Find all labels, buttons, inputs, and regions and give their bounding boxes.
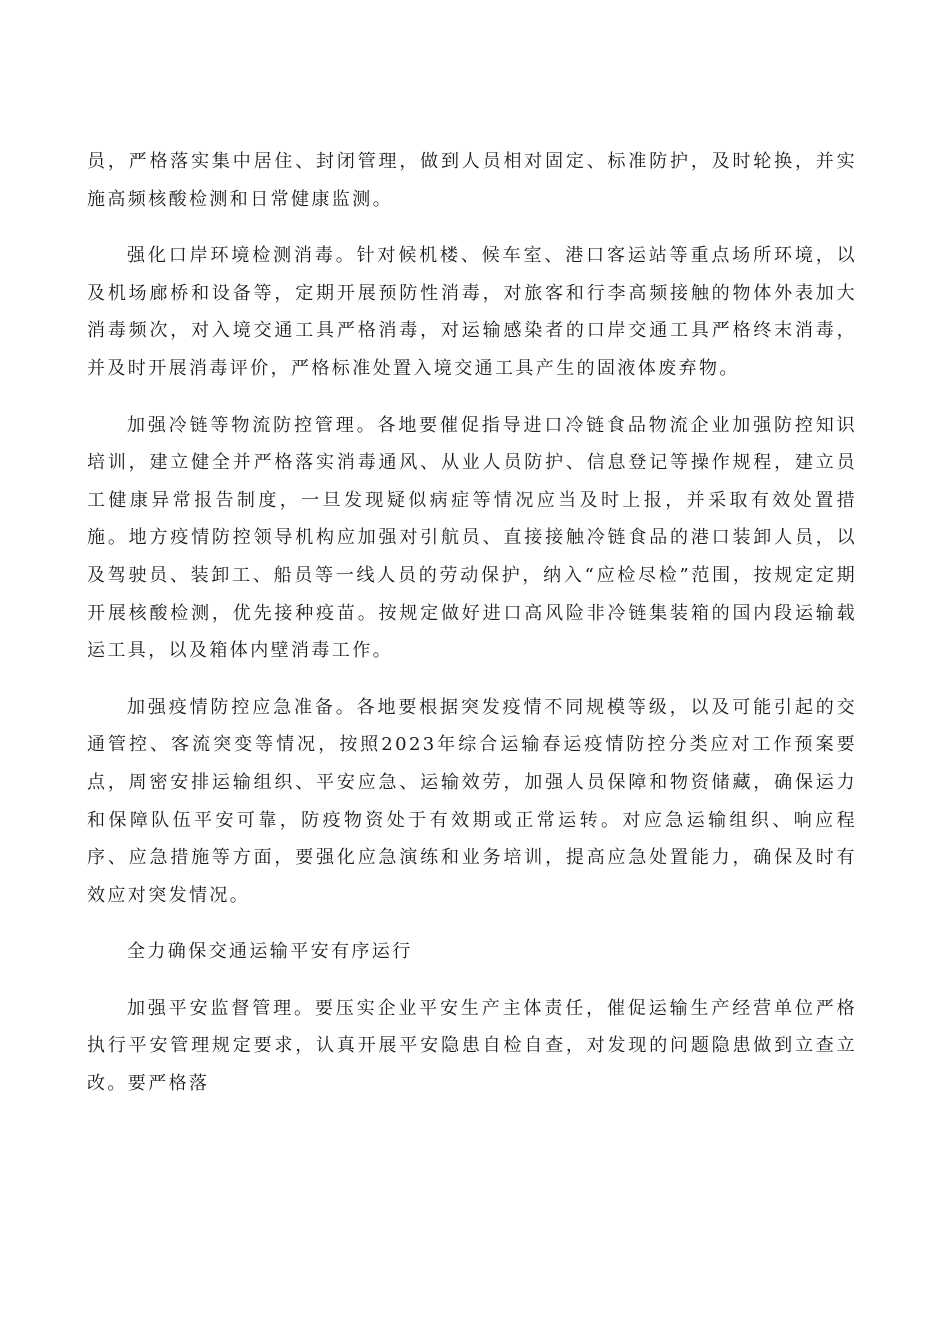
- paragraph-emergency-preparation: 加强疫情防控应急准备。各地要根据突发疫情不同规模等级，以及可能引起的交通管控、客流突变等情况，按照2023年综合运输春运疫情防控分类应对工作预案要点，周密安排运输组织、平安应急、运输效劳，加强人员保障和物资储藏，确保运力和保障队伍平安可靠，防疫物资处于有效期或正常运转。对应急运输组织、响应程序、应急措施等方面，要强化应急演练和业务培训，提高应急处置能力，确保及时有效应对突发情况。: [87, 696, 857, 906]
- section-heading: 全力确保交通运输平安有序运行: [127, 941, 413, 963]
- paragraph-cold-chain: 加强冷链等物流防控管理。各地要催促指导进口冷链食品物流企业加强防控知识培训，建立健全并严格落实消毒通风、从业人员防护、信息登记等操作规程，建立员工健康异常报告制度，一旦发现疑似病症等情况应当及时上报，并采取有效处置措施。地方疫情防控领导机构应加强对引航员、直接接触冷链食品的港口装卸人员，以及驾驶员、装卸工、船员等一线人员的劳动保护，纳入“应检尽检”范围，按规定定期开展核酸检测，优先接种疫苗。按规定做好进口高风险非冷链集装箱的国内段运输载运工具，以及箱体内壁消毒工作。: [87, 414, 857, 662]
- paragraph-safety-supervision: 加强平安监督管理。要压实企业平安生产主体责任，催促运输生产经营单位严格执行平安管理规定要求，认真开展平安隐患自检自查，对发现的问题隐患做到立查立改。要严格落: [87, 997, 857, 1095]
- document-body: [87, 143, 857, 1122]
- paragraph-port-disinfection: 强化口岸环境检测消毒。针对候机楼、候车室、港口客运站等重点场所环境，以及机场廊桥和设备等，定期开展预防性消毒，对旅客和行李高频接触的物体外表加大消毒频次，对入境交通工具严格消毒，对运输感染者的口岸交通工具严格终末消毒，并及时开展消毒评价，严格标准处置入境交通工具产生的固液体废弃物。: [87, 245, 857, 379]
- paragraph-continuation: 员，严格落实集中居住、封闭管理，做到人员相对固定、标准防护，及时轮换，并实施高频核酸检测和日常健康监测。: [87, 151, 857, 210]
